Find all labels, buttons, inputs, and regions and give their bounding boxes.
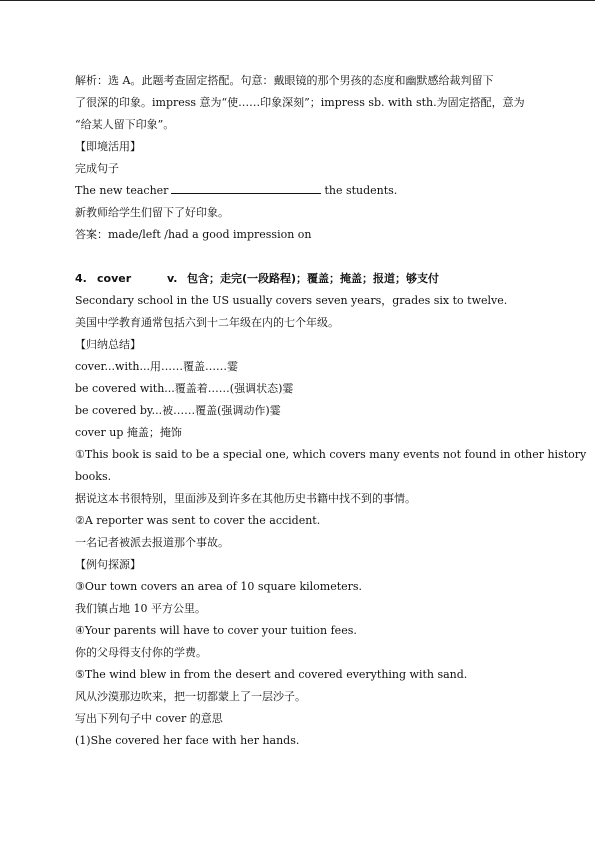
example-1-line-2: books. — [75, 470, 112, 483]
section-spacer — [75, 246, 545, 268]
analysis-line-2: 了很深的印象。impress 意为“使……印象深刻”；impress sb. with sth.为固定搭配，意为 — [75, 96, 525, 109]
example-5-cn: 风从沙漠那边吹来，把一切都蒙上了一层沙子。 — [75, 690, 306, 703]
example-2-cn: 一名记者被派去报道那个事故。 — [75, 536, 229, 549]
practice-sentence-before: The new teacher — [75, 184, 169, 197]
fill-in-blank — [171, 182, 321, 194]
entry-number: 4. — [75, 272, 87, 285]
entry-pos: v. — [167, 272, 178, 285]
practice-task: 完成句子 — [75, 162, 119, 175]
entry-example: Secondary school in the US usually covers seven years，grades six to twelve. — [75, 294, 508, 307]
example-4: ④Your parents will have to cover your tuition fees. — [75, 624, 357, 637]
top-rule — [0, 0, 595, 1]
practice-label: 【即境活用】 — [75, 140, 141, 153]
example-4-cn: 你的父母得支付你的学费。 — [75, 646, 207, 659]
exercise-question-1: (1)She covered her face with her hands. — [75, 734, 300, 747]
example-2: ②A reporter was sent to cover the accident. — [75, 514, 321, 527]
entry-word: cover — [97, 272, 132, 285]
practice-translation: 新教师给学生们留下了好印象。 — [75, 206, 229, 219]
example-3: ③Our town covers an area of 10 square kilometers. — [75, 580, 363, 593]
analysis-line-3: “给某人留下印象”。 — [75, 118, 175, 131]
exercise-prompt: 写出下列句子中 cover 的意思 — [75, 712, 223, 725]
example-1-line-1: ①This book is said to be a special one, which covers many events not found in other history — [75, 448, 587, 461]
practice-sentence-after: the students. — [324, 184, 398, 197]
entry-example-cn: 美国中学教育通常包括六到十二年级在内的七个年级。 — [75, 316, 339, 329]
summary-item: cover...with...用……覆盖……霎 — [75, 360, 238, 373]
entry-meanings: 包含；走完(一段路程)；覆盖；掩盖；报道；够支付 — [187, 272, 440, 285]
document-page — [75, 70, 587, 752]
practice-answer: 答案：made/left /had a good impression on — [75, 228, 312, 241]
example-1-cn: 据说这本书很特别，里面涉及到许多在其他历史书籍中找不到的事情。 — [75, 492, 416, 505]
practice-sentence — [75, 180, 545, 202]
examples-source-label: 【例句探源】 — [75, 558, 141, 571]
summary-item: cover up 掩盖；掩饰 — [75, 426, 182, 439]
summary-label: 【归纳总结】 — [75, 338, 141, 351]
entry-heading — [75, 268, 545, 290]
example-3-cn: 我们镇占地 10 平方公里。 — [75, 602, 206, 615]
summary-item: be covered with...覆盖着……(强调状态)霎 — [75, 382, 294, 395]
analysis-line-1: 解析：选 A。此题考查固定搭配。句意：戴眼镜的那个男孩的态度和幽默感给裁判留下 — [75, 74, 494, 87]
example-5: ⑤The wind blew in from the desert and covered everything with sand. — [75, 668, 468, 681]
summary-item: be covered by...被……覆盖(强调动作)霎 — [75, 404, 281, 417]
